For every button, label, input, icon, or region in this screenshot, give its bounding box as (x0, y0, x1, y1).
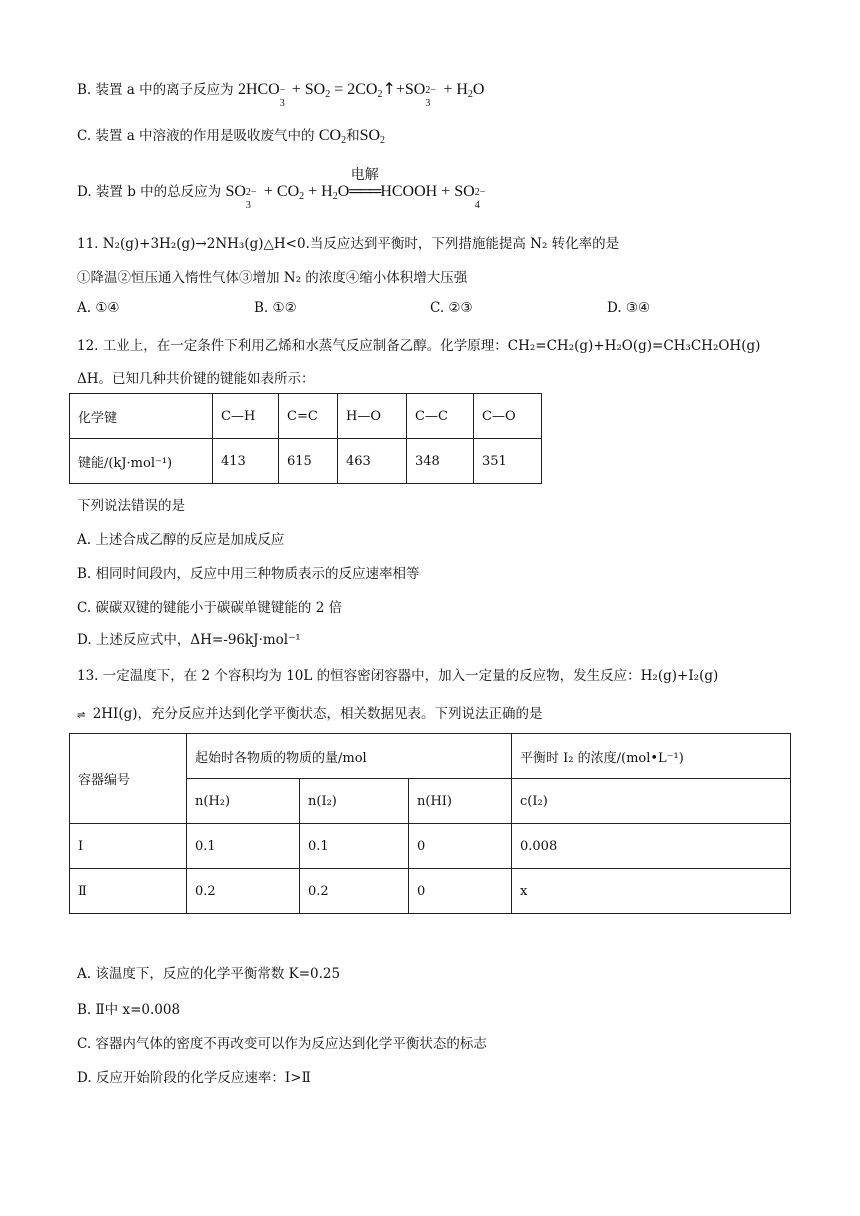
equilibrium-header: 平衡时 I₂ 的浓度/(mol•L⁻¹) (512, 734, 791, 779)
q12-option-d: D. 上述反应式中，ΔH=-96kJ·mol⁻¹ (77, 632, 301, 648)
q13-option-a: A. 该温度下，反应的化学平衡常数 K=0.25 (77, 966, 341, 982)
q10-option-d: D. 装置 b 中的总反应为 SO 2− 3 + $CO_2 + H_2O$ 电解 ═══HCOOH + SO 2− 4 (77, 180, 489, 202)
q13-option-b: B. Ⅱ中 x=0.008 (77, 1002, 181, 1018)
q10-option-b (77, 78, 485, 109)
q12-option-a: A. 上述合成乙醇的反应是加成反应 (77, 532, 285, 548)
q11-option-b: B. ①② (254, 300, 297, 316)
q13-stem-line1: 13. 一定温度下，在 2 个容积均为 10L 的恒容密闭容器中，加入一定量的反应物，发生反应：H₂(g)+I₂(g) (77, 668, 719, 684)
electrolysis-condition: 电解 ═══ (349, 167, 381, 200)
q13-stem-line2: ⇌ 2HI(g)，充分反应并达到化学平衡状态，相关数据见表。下列说法正确的是 (77, 706, 543, 722)
q10-option-b-text: B. 装置 a 中的离子反应为 (77, 82, 234, 98)
q11-option-a: A. ①④ (77, 300, 120, 316)
bond-energy-table (69, 393, 542, 484)
reversible-arrow-icon: ⇌ (77, 710, 89, 721)
q13-option-d: D. 反应开始阶段的化学反应速率：I>Ⅱ (77, 1070, 311, 1086)
table-row: n(H₂) n(I₂) n(HI) c(I₂) (70, 779, 791, 824)
q11-stem: 11. N₂(g)+3H₂(g)→2NH₃(g)△H<0.当反应达到平衡时，下列措施能提高 N₂ 转化率的是 (77, 236, 620, 252)
q10-option-d-formula: SO 2− 3 + $CO_2 + H_2O$ 电解 ═══HCOOH + SO 2− 4 (225, 167, 486, 211)
equilibrium-data-table (69, 733, 791, 914)
gas-arrow-icon: ↑ (382, 79, 396, 98)
table-row: I 0.1 0.1 0 0.008 (70, 824, 791, 869)
q11-option-d: D. ③④ (607, 300, 651, 316)
q12-option-b: B. 相同时间段内，反应中用三种物质表示的反应速率相等 (77, 566, 420, 582)
q12-stem-line2: ΔH。已知几种共价键的键能如表所示： (77, 371, 315, 387)
table-row: 化学键 C—H C=C H—O C—C C—O (70, 394, 542, 439)
table-row (70, 734, 791, 779)
q12-option-c: C. 碳碳双键的键能小于碳碳单键键能的 2 倍 (77, 600, 343, 616)
container-header: 容器编号 (70, 734, 187, 824)
table-row: Ⅱ 0.2 0.2 0 x (70, 869, 791, 914)
q13-option-c: C. 容器内气体的密度不再改变可以作为反应达到化学平衡状态的标志 (77, 1036, 487, 1052)
q12-stem-line1: 12. 工业上，在一定条件下利用乙烯和水蒸气反应制备乙醇。化学原理：CH₂=CH₂(g)+H₂O(g)=CH₃CH₂OH(g) (77, 338, 761, 354)
q11-measures: ①降温②恒压通入惰性气体③增加 N₂ 的浓度④缩小体积增大压强 (77, 270, 468, 286)
equals-sign-icon: ═══ (349, 183, 381, 200)
q11-option-c: C. ②③ (430, 300, 473, 316)
q10-option-b-formula: 2HCO − 3 + $SO_2$ = $2CO_2↑+SO$ 2− 3 + $H_2O$ (237, 79, 485, 109)
q12-prompt: 下列说法错误的是 (77, 498, 185, 514)
table-row: 键能/(kJ·mol⁻¹) 413 615 463 348 351 (70, 439, 542, 484)
q10-option-c: C. 装置 a 中溶液的作用是吸收废气中的 $CO_2$和$SO_2$ (77, 127, 386, 146)
start-amount-header: 起始时各物质的物质的量/mol (187, 734, 512, 779)
